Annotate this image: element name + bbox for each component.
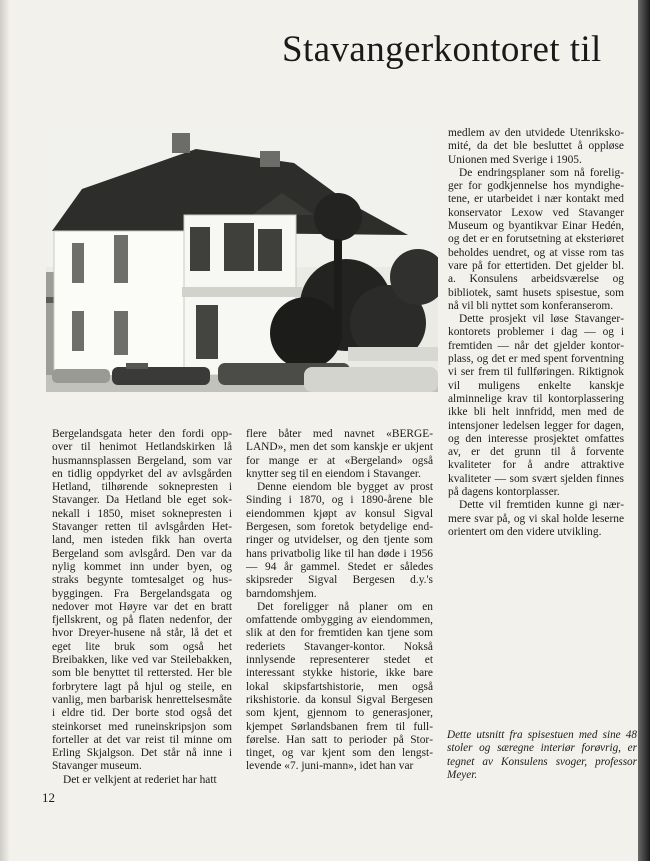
page-binding-shadow: [0, 0, 10, 861]
paragraph: Det er velkjent at rederiet har hatt: [63, 773, 217, 786]
paragraph: medlem av den utvidede Utenrikskomité, da det ble besluttet å oppløse Unionen med Sverige i 1905.: [448, 127, 624, 166]
text-column-3: [448, 127, 624, 539]
paragraph: flere båter med navnet «BERGELAND», men det som kanskje er ukjent for mange er at «Bergeland» også knytter seg til en eiendom i Stavanger.: [246, 428, 433, 480]
page-number: 12: [42, 790, 55, 805]
paragraph: Dette prosjekt vil løse Stavangerkontorets problemer i dag — og i fremtiden — når det gjelder kontorplass, og det er med spent forventning vi ser frem til fullføringen. Riktignok vil muligens enkelte kanskje alminnelige krav til kontorplassering ikke bli helt innfridd, men med de intensjoner ledelsen legger for dagen, og den interesse prosjektet omfattes av, er det grunn til å forvente kvaliteter for å andre attraktive kvaliteter — som svært sjelden finnes på dagens kontorplasser.: [448, 313, 624, 499]
paragraph: Det foreligger nå planer om en omfattende ombygging av eiendommen, slik at den for fremtiden kan tjene som rederiets Stavanger-kontor. Nokså innlysende representerer stedet et interessant stykke historie, ikke bare lokal skipsfartshistorie, men også rikshistorie. da konsul Sigval Bergesen som kjent, gjennom to generasjoner, kjempet Sørlandsbanen frem til fullførelse. Han satt to perioder på Stortinget, og var kjent som den lengstlevende «7. juni-mann», idet han var: [246, 600, 433, 773]
paragraph: Denne eiendom ble bygget av prost Sinding i 1870, og i 1890-årene ble eiendommen kjøpt av konsul Sigval Bergesen, som foretok betydelige endringer og utvidelser, og den tjente som hans privatbolig like til han døde i 1956 — 94 år gammel. Stedet er således skipsreder Sigval Bergesen d.y.'s barndomshjem.: [246, 481, 433, 600]
paragraph: Dette vil fremtiden kunne gi nærmere svar på, og vi skal holde leserne orientert om den videre utvikling.: [448, 499, 624, 538]
page-edge: [638, 0, 650, 861]
illustration-caption: Dette utsnitt fra spisestuen med sine 48 stoler og særegne interiør forøvrig, er tegnet av Konsulens svoger, professor Meyer.: [447, 729, 637, 782]
paragraph: Bergelandsgata heter den fordi oppover til henimot Hetlandskirken lå husmannsplassen Bergeland, som var en tidlig oppdyrket del av avlsgården Hetland, tilhørende soknepresten i Stavanger. Da Hetland ble eget soknekall i 1850, miset soknepresten i Stavanger retten til avlsgården Hetland, men isteden fikk han overta Bergeland som avlsgård. Den var da nylig kommet inn under byen, og straks begynte tomtesalget og husbyggingen. Fra Bergelandsgata og nedover mot Høyre var det en bratt fjellskrent, og på flaten nedenfor, der hvor Dreyer-husene nå står, lå det et eget lite bruk som også het Breibakken, like ved var Steilebakken, som ble benyttet til rettersted. Her ble forbrytere lagt på hjul og steile, en vanlig, men barbarisk henrettelsesmåte i eldre tid. Der borte stod også det steinkorset med runeinskripsjon som forteller at det var reist til minne om Erling Skjalgson. Det står nå inne i Stavanger museum.: [52, 428, 232, 773]
house-photo: [46, 127, 438, 392]
paragraph: De endringsplaner som nå foreligger for godkjennelse hos myndighetene, er utarbeidet i nær kontakt med konservator Lexow ved Stavanger Museum og byantikvar Einar Hedén, og det er en forutsetning at eksteriøret beholdes uendret, og at visse rom tas vare på for ettertiden. Det gjelder bl. a. Konsulens arbeidsværelse og bibliotek, samt husets spisestue, som nå vil bli nyttet som konferanserom.: [448, 166, 624, 312]
text-column-1: [52, 428, 232, 787]
article-heading: Stavangerkontoret til: [282, 29, 602, 70]
text-column-2: [246, 428, 433, 774]
